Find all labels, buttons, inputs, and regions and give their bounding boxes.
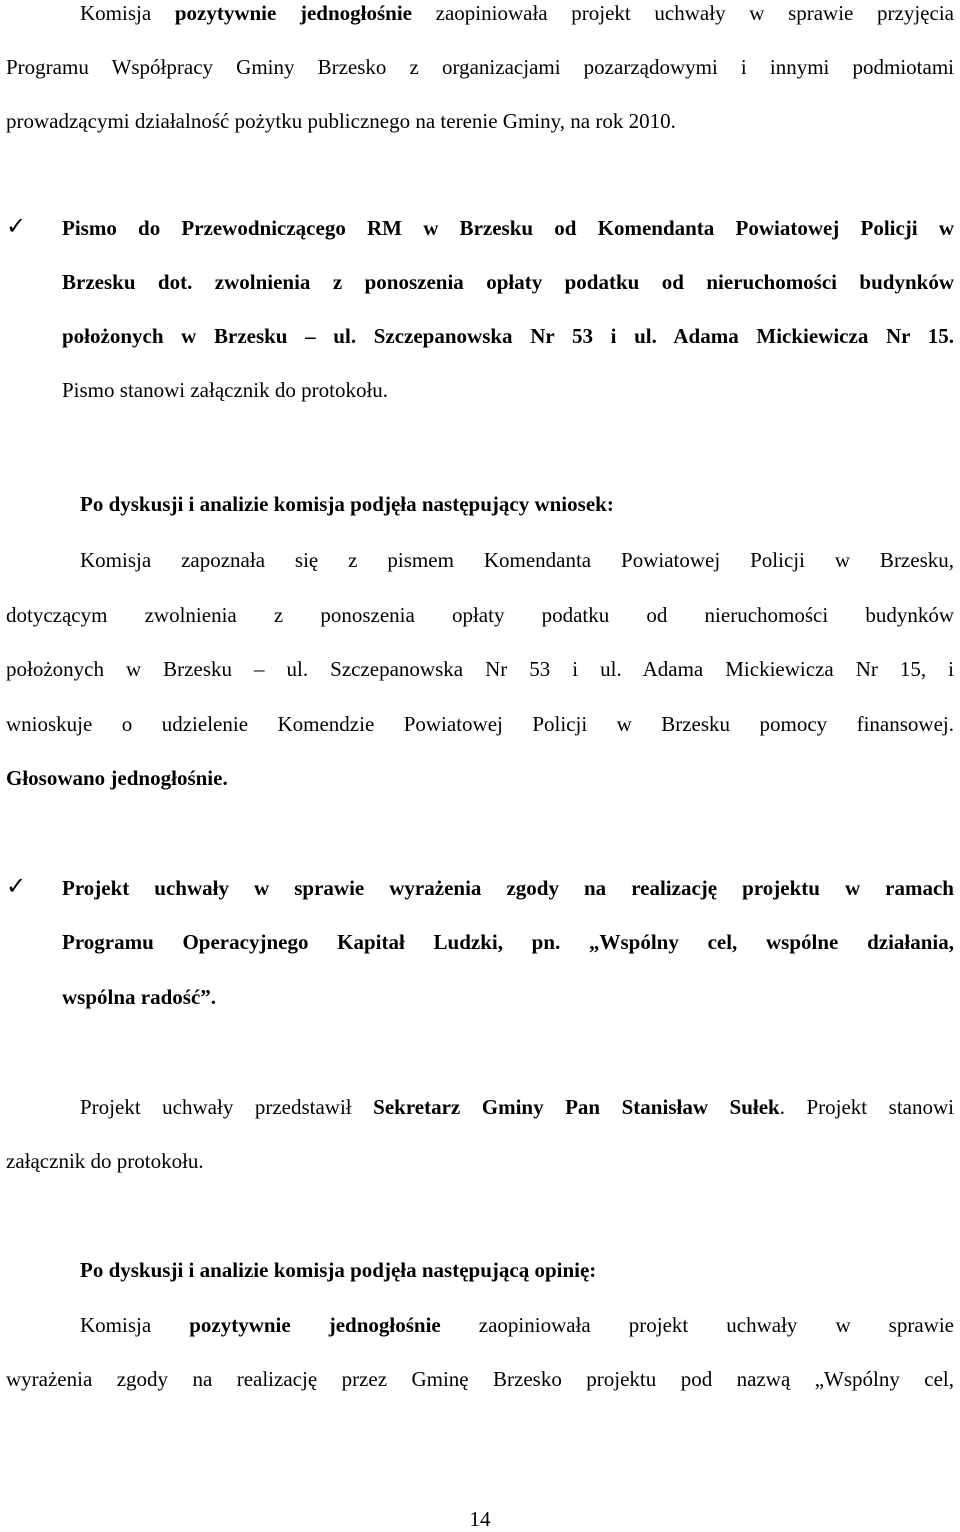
opinion-paragraph-line: wyrażenia zgody na realizację przez Gminę Brzesko projektu pod nazwą „Wspólny cel, xyxy=(6,1367,954,1391)
page-number: 14 xyxy=(469,1507,491,1531)
bold-text: położonych w Brzesku – ul. Szczepanowska Nr 53 i ul. Adama Mickiewicza Nr 15. xyxy=(62,324,954,348)
bold-text: pozytywnie jednogłośnie xyxy=(174,1,412,25)
text-span: Komisja xyxy=(80,1313,190,1337)
checkmark-icon: ✓ xyxy=(6,874,27,900)
motion-paragraph-line: Komisja zapoznała się z pismem Komendanta Powiatowej Policji w Brzesku, xyxy=(80,548,954,572)
text-span: . Projekt stanowi xyxy=(779,1095,954,1119)
item-note: Pismo stanowi załącznik do protokołu. xyxy=(62,378,389,402)
text-span: zaopiniowała projekt uchwały w sprawie xyxy=(440,1313,954,1337)
opinion-paragraph-line: prowadzącymi działalność pożytku publicznego na terenie Gminy, na rok 2010. xyxy=(6,109,676,133)
item-title-line xyxy=(62,875,954,901)
section-heading xyxy=(80,491,954,517)
item-title-line xyxy=(62,323,954,349)
bold-text: Sekretarz Gminy Pan Stanisław Sułek xyxy=(373,1095,780,1119)
opinion-paragraph-line xyxy=(80,0,954,26)
item-title-line xyxy=(62,929,954,955)
item-title-line xyxy=(62,269,954,295)
text-span: Komisja xyxy=(80,1,175,25)
bold-text: Po dyskusji i analizie komisja podjęła następującą opinię: xyxy=(80,1258,597,1282)
bold-text: Projekt uchwały w sprawie wyrażenia zgody na realizację projektu w ramach xyxy=(62,876,954,900)
bold-text: Głosowano jednogłośnie. xyxy=(6,766,228,790)
motion-paragraph-line: położonych w Brzesku – ul. Szczepanowska Nr 53 i ul. Adama Mickiewicza Nr 15, i xyxy=(6,657,954,681)
motion-paragraph-line: dotyczącym zwolnienia z ponoszenia opłaty podatku od nieruchomości budynków xyxy=(6,603,954,627)
item-title-line xyxy=(62,215,954,241)
motion-paragraph-line: wnioskuje o udzielenie Komendzie Powiatowej Policji w Brzesku pomocy finansowej. xyxy=(6,712,954,736)
bold-text: Programu Operacyjnego Kapitał Ludzki, pn. „Wspólny cel, wspólne działania, xyxy=(62,930,954,954)
bold-text: Po dyskusji i analizie komisja podjęła następujący wniosek: xyxy=(80,492,614,516)
presenter-paragraph-line xyxy=(80,1094,954,1120)
item-title-line xyxy=(62,984,954,1010)
vote-result xyxy=(6,765,954,791)
text-span: Projekt uchwały przedstawił xyxy=(80,1095,374,1119)
text-span: zaopiniowała projekt uchwały w sprawie przyjęcia xyxy=(412,1,954,25)
opinion-paragraph-line xyxy=(80,1312,954,1338)
bold-text: pozytywnie jednogłośnie xyxy=(189,1313,441,1337)
bold-text: Brzesku dot. zwolnienia z ponoszenia opłaty podatku od nieruchomości budynków xyxy=(62,270,954,294)
bold-text: Pismo do Przewodniczącego RM w Brzesku od Komendanta Powiatowej Policji w xyxy=(62,216,954,240)
bold-text: wspólna radość”. xyxy=(62,985,217,1009)
checkmark-icon: ✓ xyxy=(6,214,27,240)
presenter-paragraph-line: załącznik do protokołu. xyxy=(6,1149,204,1173)
opinion-paragraph-line: Programu Współpracy Gminy Brzesko z organizacjami pozarządowymi i innymi podmiotami xyxy=(6,55,954,79)
section-heading xyxy=(80,1257,954,1283)
